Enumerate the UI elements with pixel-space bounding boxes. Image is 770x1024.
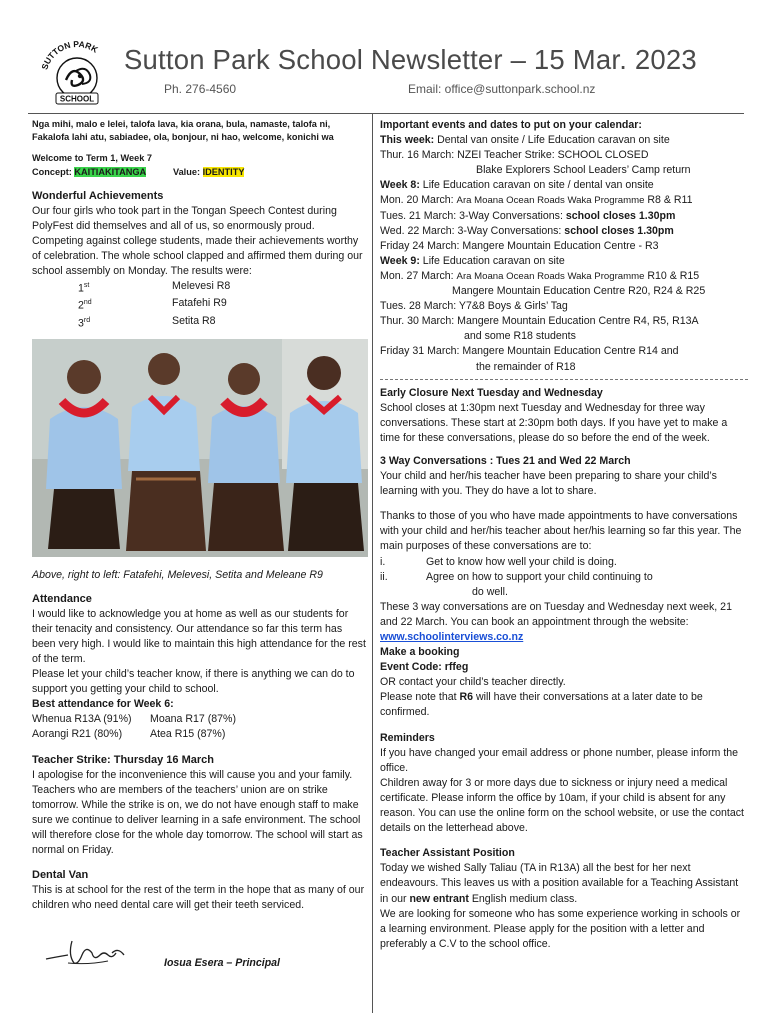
svg-text:SCHOOL: SCHOOL xyxy=(59,94,95,104)
early-closure-text: School closes at 1:30pm next Tuesday and Wednesday for three way conversations. These start at 2:30pm both days. If you have yet to make a time for these conversations, please do so before the end of the week. xyxy=(380,401,728,444)
section-divider xyxy=(380,379,748,380)
calendar-week9: Week 9: Life Education caravan on site xyxy=(380,254,565,267)
calendar-fri31: Friday 31 March: Mangere Mountain Education Centre R14 and xyxy=(380,345,679,358)
purpose-item: ii. Agree on how to support your child continuing to xyxy=(380,570,653,583)
calendar-tue28: Tues. 28 March: Y7&8 Boys & Girls’ Tag xyxy=(380,300,568,313)
svg-text:SUTTON PARK: SUTTON PARK xyxy=(39,38,100,71)
achievements-heading: Wonderful Achievements xyxy=(32,189,164,202)
calendar-thu30: Thur. 30 March: Mangere Mountain Education Centre R4, R5, R13A xyxy=(380,315,699,328)
strike-heading: Teacher Strike: Thursday 16 March xyxy=(32,753,214,766)
signature-block xyxy=(32,927,368,969)
purpose-item: i. Get to know how well your child is doing. xyxy=(380,555,617,568)
school-interviews-link[interactable]: www.schoolinterviews.co.nz xyxy=(380,631,524,643)
early-closure-heading: Early Closure Next Tuesday and Wednesday xyxy=(380,386,603,399)
calendar-week8: Week 8: Life Education caravan on site / dental van onsite xyxy=(380,179,654,192)
calendar-fri31-cont: the remainder of R18 xyxy=(476,360,576,373)
note-text: Please note that R6 will have their conversations at a later date to be confirmed. xyxy=(380,691,703,719)
concept-value-line: Concept: KAITIAKITANGA Value: IDENTITY xyxy=(32,166,245,177)
attendance-row: Aorangi R21 (80%) Atea R15 (87%) xyxy=(32,728,226,741)
dental-text: This is at school for the rest of the term in the hope that as many of our children who need dental care will get their teeth serviced. xyxy=(32,884,365,912)
attendance-heading: Attendance xyxy=(32,592,92,605)
attendance-text-2: Please let your child’s teacher know, if there is anything we can do to support you getting your child to school. xyxy=(32,668,355,696)
students-photo xyxy=(32,339,368,557)
concept-badge: KAITIAKITANGA xyxy=(74,166,146,177)
calendar-tue21: Tues. 21 March: 3-Way Conversations: school closes 1.30pm xyxy=(380,209,676,222)
welcome-line: Welcome to Term 1, Week 7 xyxy=(32,153,152,164)
purpose-item-cont: do well. xyxy=(472,585,508,598)
header-divider xyxy=(28,113,744,114)
ta-heading: Teacher Assistant Position xyxy=(380,847,515,860)
contact-text: OR contact your child’s teacher directly. xyxy=(380,676,566,689)
calendar-wed22: Wed. 22 March: 3-Way Conversations: school closes 1.30pm xyxy=(380,224,674,237)
calendar-this-week: This week: Dental van onsite / Life Education caravan on site xyxy=(380,134,670,147)
results-list xyxy=(32,279,368,330)
calendar-fri24: Friday 24 March: Mangere Mountain Education Centre - R3 xyxy=(380,239,659,252)
calendar-mon20: Mon. 20 March: Ara Moana Ocean Roads Waka Programme R8 & R11 xyxy=(380,194,693,207)
calendar-heading: Important events and dates to put on your calendar: xyxy=(380,119,642,131)
best-attendance-label: Best attendance for Week 6: xyxy=(32,698,174,711)
ta-text: Today we wished Sally Taliau (TA in R13A) all the best for her next endeavours. This leaves us with a position available for a Teaching Assistant in our new entrant English medium class. xyxy=(380,862,739,905)
reminders-text-2: Children away for 3 or more days due to sickness or injury need a medical certificate. Please inform the office by 10am, if your child is absent for any reason. You can use the online form on the school website, or use the contact details on the letterhead above. xyxy=(380,776,744,835)
principal-signature xyxy=(42,933,138,969)
calendar-thu30-cont: and some R18 students xyxy=(464,330,576,343)
calendar-thu16-camp: Blake Explorers School Leaders’ Camp return xyxy=(476,164,691,177)
attendance-row: Whenua R13A (91%) Moana R17 (87%) xyxy=(32,713,236,726)
newsletter-title: Sutton Park School Newsletter – 15 Mar. 2023 xyxy=(124,44,697,75)
right-column xyxy=(380,118,748,952)
strike-text: I apologise for the inconvenience this will cause you and your family. Teachers who are members of the teachers’ union are on strike tomorrow. While the strike is on, we do not have enough staff to make sure we continue to deliver learning in a safe environment. The school will therefore close for the whole day tomorrow. The school will start as normal on Friday. xyxy=(32,768,363,856)
reminders-heading: Reminders xyxy=(380,731,435,744)
photo-caption: Above, right to left: Fatafehi, Melevesi, Setita and Meleane R9 xyxy=(32,568,323,581)
result-row: 1st Melevesi R8 xyxy=(78,280,231,295)
three-way-heading: 3 Way Conversations : Tues 21 and Wed 22 March xyxy=(380,454,631,467)
greeting: Nga mihi, malo e lelei, talofa lava, kia orana, bula, namaste, talofa ni, Fakalofa lahi atu, sabiadee, ola, bonjour, ni hao, welcome, konichi wa xyxy=(32,119,334,143)
thanks-text: Thanks to those of you who have made appointments to have conversations with your child and her/his teacher about her/his learning so far this year. The main purposes of these conversations are to: xyxy=(380,510,742,553)
left-column xyxy=(32,118,368,969)
column-divider xyxy=(372,113,373,1013)
email-address: Email: office@suttonpark.school.nz xyxy=(408,82,596,96)
three-way-text: Your child and her/his teacher have been preparing to share your child’s learning with you. They do have a lot to share. xyxy=(380,470,717,498)
booking-text: These 3 way conversations are on Tuesday and Wednesday next week, 21 and 22 March. You can book an appointment through the website: xyxy=(380,600,732,628)
phone-number: Ph. 276-4560 xyxy=(164,82,237,96)
result-row: 2nd Fatafehi R9 xyxy=(78,297,227,312)
school-logo xyxy=(36,38,118,110)
attendance-text: I would like to acknowledge you at home as well as our students for their tenacity and consistency. Our attendance so far this term has been very high. I would like to maintain this high attendance for the rest of the term. xyxy=(32,607,366,665)
achievements-text: Our four girls who took part in the Tongan Speech Contest during PolyFest did themselves and all of us, so enormously proud. Competing against college students, made their achievements worthy of celebration. The whole school clapped and affirmed them during our school assembly on Monday. The results were: xyxy=(32,204,363,278)
make-booking-label: Make a booking xyxy=(380,646,460,659)
reminders-text-1: If you have changed your email address or phone number, please inform the office. xyxy=(380,746,739,774)
calendar-mon27-mangere: Mangere Mountain Education Centre R20, R24 & R25 xyxy=(452,285,706,298)
result-row: 3rd Setita R8 xyxy=(78,314,216,330)
calendar-thu16: Thur. 16 March: NZEI Teacher Strike: SCHOOL CLOSED xyxy=(380,149,649,162)
calendar-mon27: Mon. 27 March: Ara Moana Ocean Roads Waka Programme R10 & R15 xyxy=(380,269,700,282)
value-badge: IDENTITY xyxy=(202,166,245,177)
ta-text-2: We are looking for someone who has some experience working in schools or a learning environment. Please apply for the position with a letter and preferably a C.V to the school office. xyxy=(380,907,741,950)
principal-name: Iosua Esera – Principal xyxy=(164,957,280,970)
event-code: Event Code: rffeg xyxy=(380,661,469,674)
dental-heading: Dental Van xyxy=(32,869,89,882)
